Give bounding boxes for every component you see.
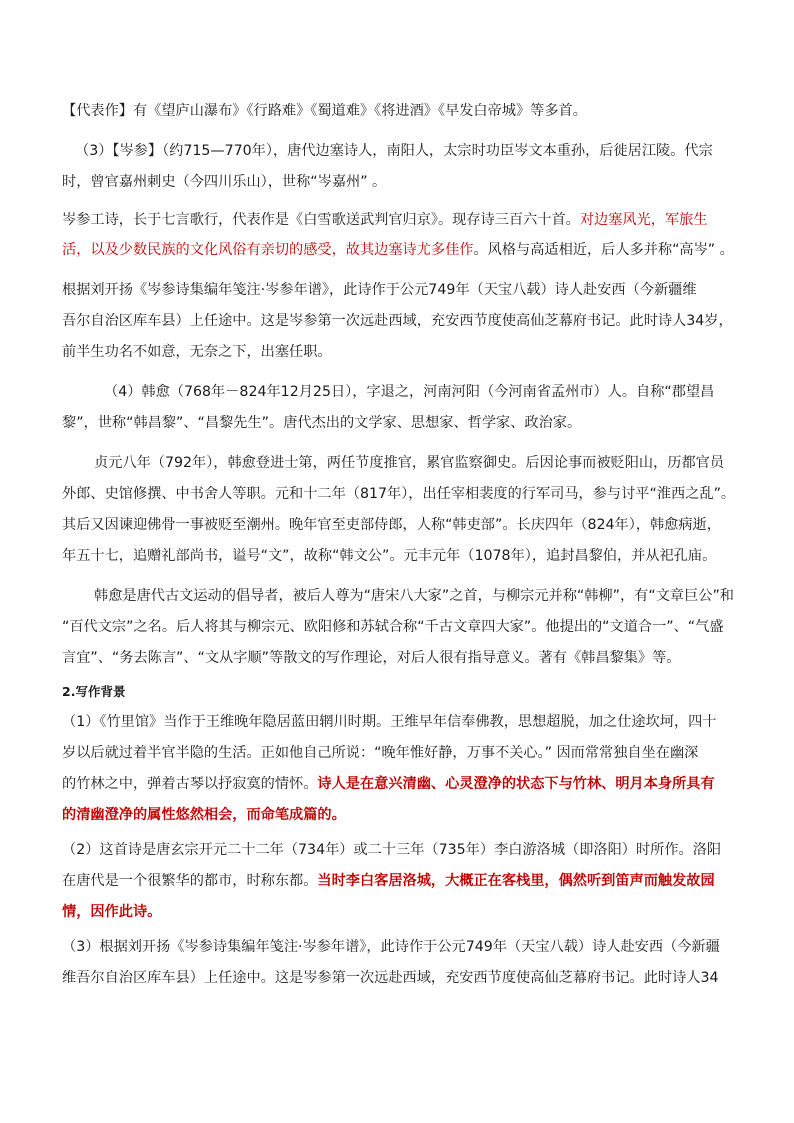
cen-shen-background-line (62, 968, 740, 988)
background-line (62, 342, 740, 362)
text: 其后又因谏迎佛骨一事被贬至潮州。晚年官至吏部侍郎，人称“韩吏部”。长庆四年（824年），韩愈病逝， (62, 517, 721, 533)
han-yu-legacy-line (62, 617, 740, 637)
text: “百代文宗”之名。后人将其与柳宗元、欧阳修和苏轼合称“千古文章四大家”。他提出的“文道合一”、“气盛 (62, 619, 724, 635)
text: 根据刘开扬《岑参诗集编年笺注·岑参年谱》，此诗作于公元749年（天宝八载）诗人赴安西（今新疆维 (62, 282, 697, 298)
cen-shen-background-line (62, 937, 740, 957)
bamboo-lodge-line (62, 743, 740, 763)
han-yu-career-line (62, 546, 740, 566)
highlight-text: 的清幽澄净的属性悠然相会，而命笔成篇的。 (62, 807, 346, 823)
text: 韩愈是唐代古文运动的倡导者，被后人尊为“唐宋八大家”之首，与柳宗元并称“韩柳”，有“文章巨公”和 (94, 588, 734, 604)
background-line (62, 311, 740, 331)
bamboo-lodge-line (62, 712, 740, 732)
text: 贞元八年（792年），韩愈登进士第，两任节度推官，累官监察御史。后因论事而被贬阳山，历都官员 (94, 455, 725, 471)
highlight-text: 对边塞风光，军旅生 (579, 212, 708, 228)
li-bai-luoyang-line (62, 902, 740, 922)
text: 岁以后就过着半官半隐的生活。正如他自己所说：“晚年惟好静，万事不关心。” 因而常常独自坐在幽深 (62, 745, 699, 761)
text: （4）韩愈（768年－824年12月25日），字退之，河南河阳（今河南省孟州市）人。自称“郡望昌 (104, 384, 715, 400)
han-yu-legacy-line (94, 586, 740, 606)
li-bai-luoyang-line (62, 871, 740, 891)
text: 黎”，世称“韩昌黎”、“昌黎先生”。唐代杰出的文学家、思想家、哲学家、政治家。 (62, 415, 582, 431)
text: 言宜”、“务去陈言”、“文从字顺”等散文的写作理论，对后人很有指导意义。著有《韩昌黎集》等。 (62, 650, 681, 666)
text: （3）【岑参】（约715—770年），唐代边塞诗人，南阳人，太宗时功臣岑文本重孙，后徙居江陵。代宗 (75, 143, 713, 159)
han-yu-intro-line (62, 413, 740, 433)
han-yu-career-line (62, 515, 740, 535)
text: 前半生功名不如意，无奈之下，出塞任职。 (62, 344, 332, 360)
text: （2）这首诗是唐玄宗开元二十二年（734年）或二十三年（735年）李白游洛城（即洛阳）时所作。洛阳 (62, 842, 722, 858)
section-heading: 2.写作背景 (62, 684, 126, 699)
highlight-text: 诗人是在意兴清幽、心灵澄净的状态下与竹林、明月本身所具有 (317, 776, 715, 792)
highlight-text: 活，以及少数民族的文化风俗有亲切的感受，故其边塞诗尤多佳作 (62, 242, 474, 258)
han-yu-career-line (62, 484, 740, 504)
text: 。风格与高适相近，后人多并称“高岑” 。 (473, 242, 734, 258)
text: 【代表作】有《望庐山瀑布》《行路难》《蜀道难》《将进酒》《早发白帝城》等多首。 (62, 103, 587, 119)
text: 吾尔自治区库车县）上任途中。这是岑参第一次远赴西域，充安西节度使高仙芝幕府书记。此时诗人34岁， (62, 313, 733, 329)
li-bai-luoyang-line (62, 840, 740, 860)
text: 岑参工诗，长于七言歌行，代表作是《白雪歌送武判官归京》。现存诗三百六十首。 (62, 212, 580, 228)
han-yu-legacy-line (62, 648, 740, 668)
text: 的竹林之中，弹着古琴以抒寂寞的情怀。 (62, 776, 318, 792)
cen-shen-poetry-line (62, 240, 740, 260)
bamboo-lodge-line (62, 805, 740, 825)
han-yu-career-line (94, 453, 740, 473)
text: （3）根据刘开扬《岑参诗集编年笺注·岑参年谱》，此诗作于公元749年（天宝八载）诗人赴安西（今新疆 (62, 939, 720, 955)
text: 维吾尔自治区库车县）上任途中。这是岑参第一次远赴西域，充安西节度使高仙芝幕府书记。此时诗人34 (62, 970, 719, 986)
cen-shen-poetry-line (62, 210, 740, 230)
han-yu-intro-line (104, 382, 740, 402)
cen-shen-intro-line (62, 172, 740, 192)
bamboo-lodge-line (62, 774, 740, 794)
text: 在唐代是一个很繁华的都市，时称东都。 (62, 873, 318, 889)
highlight-text: 情，因作此诗。 (62, 904, 162, 920)
cen-shen-intro-line (75, 141, 740, 161)
highlight-text: 当时李白客居洛城，大概正在客栈里，偶然听到笛声而触发故园 (317, 873, 715, 889)
background-line (62, 280, 740, 300)
text: 年五十七，追赠礼部尚书，谥号“文”，故称“韩文公”。元丰元年（1078年），追封昌黎伯，并从祀孔庙。 (62, 548, 717, 564)
text: （1）《竹里馆》当作于王维晚年隐居蓝田辋川时期。王维早年信奉佛教，思想超脱，加之仕途坎坷，四十 (62, 714, 717, 730)
text: 外郎、史馆修撰、中书舍人等职。元和十二年（817年），出任宰相裴度的行军司马，参与讨平“淮西之乱”。 (62, 486, 736, 502)
representative-works-line (62, 101, 740, 121)
text: 时，曾官嘉州刺史（今四川乐山），世称“岑嘉州” 。 (62, 174, 387, 190)
